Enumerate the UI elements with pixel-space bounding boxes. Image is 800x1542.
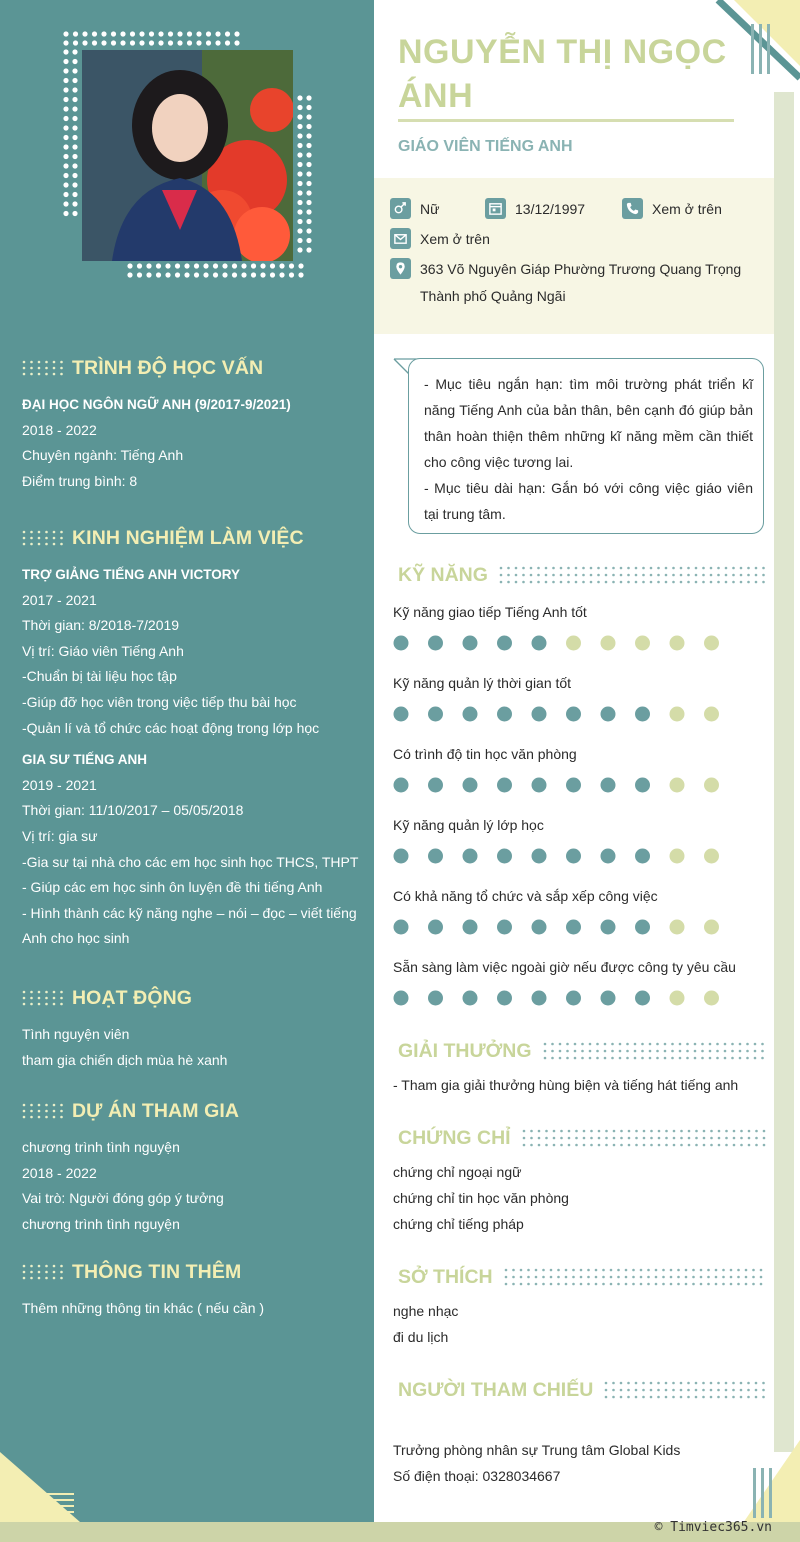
hobbies-list — [393, 1298, 458, 1350]
certificate-item: chứng chỉ tiếng pháp — [393, 1216, 524, 1232]
rating-dot-empty — [635, 636, 650, 651]
section-title: CHỨNG CHỈ — [398, 1126, 511, 1149]
rating-dot-filled — [601, 991, 616, 1006]
rating-dot-filled — [428, 636, 443, 651]
job-duty: -Chuẩn bị tài liệu học tập — [22, 668, 177, 685]
right-column — [374, 0, 800, 1542]
skill-label: Có trình độ tin học văn phòng — [393, 746, 577, 762]
edu-gpa: Điểm trung bình: 8 — [22, 472, 138, 489]
gender-icon — [390, 198, 411, 219]
calendar-icon — [485, 198, 506, 219]
rating-dot-filled — [566, 778, 581, 793]
awards-header — [398, 1036, 770, 1066]
job-period: 2017 - 2021 — [22, 591, 97, 608]
rating-dot-filled — [428, 991, 443, 1006]
skill-label: Sẵn sàng làm việc ngoài giờ nếu được công ty yêu cầu — [393, 959, 736, 975]
rating-dot-filled — [601, 849, 616, 864]
hobbies-header — [398, 1262, 770, 1292]
rating-dot-filled — [497, 636, 512, 651]
rating-dot-filled — [601, 920, 616, 935]
rating-dot-empty — [704, 920, 719, 935]
rating-dot-empty — [670, 991, 685, 1006]
certificate-item: chứng chỉ ngoại ngữ — [393, 1164, 522, 1180]
job-duty: -Gia sư tại nhà cho các em học sinh học THCS, THPT — [22, 853, 359, 870]
rating-dot-filled — [532, 707, 547, 722]
stripes-decoration — [22, 1493, 74, 1517]
job-company: TRỢ GIẢNG TIẾNG ANH VICTORY — [22, 567, 241, 582]
skill-label: Kỹ năng quản lý lớp học — [393, 817, 544, 833]
rating-dot-filled — [394, 778, 409, 793]
watermark-credit: © Timviec365.vn — [654, 1520, 772, 1535]
rating-dot-filled — [428, 920, 443, 935]
references-list — [393, 1437, 680, 1489]
address-line2-row — [420, 288, 566, 304]
rating-dot-filled — [635, 707, 650, 722]
rating-dot-filled — [497, 920, 512, 935]
section-title: TRÌNH ĐỘ HỌC VẤN — [72, 356, 264, 379]
rating-dot-empty — [601, 636, 616, 651]
rating-dot-filled — [428, 849, 443, 864]
bar-decoration — [751, 24, 754, 74]
school-name: ĐẠI HỌC NGÔN NGỮ ANH (9/2017-9/2021) — [22, 397, 291, 412]
birthday-row — [485, 198, 585, 219]
rating-dot-filled — [394, 991, 409, 1006]
bar-decoration — [767, 24, 770, 74]
address-line2: Thành phố Quảng Ngãi — [420, 288, 566, 304]
rating-dot-filled — [463, 707, 478, 722]
phone-icon — [622, 198, 643, 219]
hobby-item: nghe nhạc — [393, 1303, 459, 1319]
section-title: KỸ NĂNG — [398, 563, 488, 586]
rating-dot-filled — [463, 778, 478, 793]
job-time: Thời gian: 11/10/2017 – 05/05/2018 — [22, 802, 244, 819]
section-title: NGƯỜI THAM CHIẾU — [398, 1378, 594, 1401]
objective-bubble — [408, 358, 764, 534]
location-pin-icon — [390, 258, 411, 279]
rating-dot-filled — [566, 849, 581, 864]
rating-dot-filled — [497, 707, 512, 722]
rating-dot-filled — [601, 778, 616, 793]
skill-label: Kỹ năng quản lý thời gian tốt — [393, 675, 572, 691]
references-header — [398, 1375, 770, 1405]
dots-decoration — [22, 1102, 64, 1120]
job-position: Vị trí: Giáo viên Tiếng Anh — [22, 642, 184, 659]
rating-dot-filled — [463, 849, 478, 864]
certificates-header — [398, 1123, 770, 1153]
rating-dot-filled — [463, 991, 478, 1006]
bar-decoration — [759, 24, 762, 74]
rating-dot-filled — [566, 920, 581, 935]
activity-item: Tình nguyện viên — [22, 1026, 130, 1042]
birthday-value: 13/12/1997 — [515, 200, 586, 217]
right-border-decoration — [774, 92, 794, 1452]
skills-header — [398, 560, 770, 590]
rating-dot-filled — [463, 636, 478, 651]
address-line1: 363 Võ Nguyên Giáp Phường Trương Quang Trọng — [420, 260, 742, 277]
rating-dot-filled — [394, 920, 409, 935]
hobby-item: đi du lịch — [393, 1329, 449, 1345]
rating-dot-filled — [566, 991, 581, 1006]
rating-dot-filled — [394, 707, 409, 722]
rating-dot-filled — [463, 920, 478, 935]
bar-decoration — [761, 1468, 764, 1518]
dots-decoration — [22, 359, 64, 377]
skill-label: Kỹ năng giao tiếp Tiếng Anh tốt — [393, 604, 587, 620]
mail-icon — [390, 228, 411, 249]
section-title: DỰ ÁN THAM GIA — [72, 1099, 240, 1122]
project-desc: chương trình tình nguyện — [22, 1215, 180, 1232]
rating-dot-filled — [532, 849, 547, 864]
skill-rating — [393, 919, 733, 935]
job-period: 2019 - 2021 — [22, 776, 97, 793]
rating-dot-empty — [670, 849, 685, 864]
section-title: SỞ THÍCH — [398, 1265, 493, 1288]
address-row — [390, 258, 741, 279]
bar-decoration — [769, 1468, 772, 1518]
reference-item: Trưởng phòng nhân sự Trung tâm Global Kids — [393, 1442, 681, 1458]
dots-decoration — [603, 1379, 770, 1401]
certificate-item: chứng chỉ tin học văn phòng — [393, 1190, 569, 1206]
rating-dot-filled — [566, 707, 581, 722]
dots-decoration — [503, 1266, 770, 1288]
rating-dot-empty — [704, 849, 719, 864]
rating-dot-filled — [394, 636, 409, 651]
email-row — [390, 228, 490, 249]
rating-dot-filled — [428, 778, 443, 793]
project-role: Vai trò: Người đóng góp ý tưởng — [22, 1190, 224, 1207]
job-company: GIA SƯ TIẾNG ANH — [22, 752, 147, 768]
rating-dot-filled — [532, 991, 547, 1006]
job-title: GIÁO VIÊN TIẾNG ANH — [398, 138, 573, 155]
rating-dot-empty — [704, 707, 719, 722]
gender-row — [390, 198, 439, 219]
extra-section — [22, 1258, 367, 1322]
rating-dot-empty — [704, 778, 719, 793]
rating-dot-filled — [497, 991, 512, 1006]
education-section — [22, 354, 367, 494]
rating-dot-filled — [635, 849, 650, 864]
rating-dot-empty — [670, 778, 685, 793]
rating-dot-empty — [670, 707, 685, 722]
extra-text: Thêm những thông tin khác ( nếu cần ) — [22, 1300, 265, 1316]
skill-rating — [393, 848, 733, 864]
rating-dot-filled — [635, 991, 650, 1006]
rating-dot-empty — [670, 636, 685, 651]
rating-dot-empty — [704, 991, 719, 1006]
rating-dot-filled — [532, 778, 547, 793]
job-position: Vị trí: gia sư — [22, 827, 98, 844]
rating-dot-empty — [566, 636, 581, 651]
rating-dot-filled — [497, 778, 512, 793]
rating-dot-filled — [532, 636, 547, 651]
avatar — [82, 50, 293, 261]
skill-rating — [393, 990, 733, 1006]
section-title: HOẠT ĐỘNG — [72, 986, 193, 1009]
skill-rating — [393, 777, 733, 793]
dots-decoration — [22, 1263, 64, 1281]
bar-decoration — [753, 1468, 756, 1518]
edu-period: 2018 - 2022 — [22, 421, 97, 438]
section-title: KINH NGHIỆM LÀM VIỆC — [72, 526, 304, 549]
job-duty: - Giúp các em học sinh ôn luyện đề thi tiếng Anh — [22, 879, 323, 896]
rating-dot-filled — [635, 778, 650, 793]
objective-short-term: - Mục tiêu ngắn hạn: tìm môi trường phát triển kĩ năng Tiếng Anh của bản thân, bên cạnh đó giúp bản thân hoàn thiện thêm những kĩ năng mềm cần thiết cho công việc tương lai. — [424, 376, 753, 470]
award-text: - Tham gia giải thưởng hùng biện và tiếng hát tiếng anh — [393, 1077, 739, 1093]
email-value: Xem ở trên — [420, 230, 490, 247]
rating-dot-filled — [394, 849, 409, 864]
rating-dot-filled — [497, 849, 512, 864]
job-time: Thời gian: 8/2018-7/2019 — [22, 617, 180, 634]
dots-decoration — [542, 1040, 770, 1062]
phone-value: Xem ở trên — [652, 200, 722, 217]
rating-dot-empty — [704, 636, 719, 651]
dots-decoration — [22, 989, 64, 1007]
rating-dot-filled — [635, 920, 650, 935]
skill-rating — [393, 635, 733, 651]
phone-row — [622, 198, 722, 219]
contact-info — [374, 178, 774, 334]
certificates-list — [393, 1159, 569, 1237]
rating-dot-empty — [670, 920, 685, 935]
skill-rating — [393, 706, 733, 722]
skill-label: Có khả năng tổ chức và sắp xếp công việc — [393, 888, 658, 904]
project-name: chương trình tình nguyện — [22, 1139, 180, 1155]
edu-major: Chuyên ngành: Tiếng Anh — [22, 447, 184, 464]
job-duty: -Quản lí và tổ chức các hoạt động trong lớp học — [22, 719, 320, 736]
section-title: THÔNG TIN THÊM — [72, 1260, 242, 1283]
gender-value: Nữ — [420, 200, 440, 217]
projects-section — [22, 1097, 367, 1237]
objective-long-term: - Mục tiêu dài hạn: Gắn bó với công việc giáo viên tại trung tâm. — [424, 480, 753, 522]
dots-decoration — [22, 529, 64, 547]
dots-decoration — [498, 564, 770, 586]
activities-section — [22, 984, 367, 1073]
project-period: 2018 - 2022 — [22, 1164, 97, 1181]
rating-dot-filled — [532, 920, 547, 935]
experience-section — [22, 524, 367, 952]
candidate-name: NGUYỄN THỊ NGỌC ÁNH — [398, 33, 727, 115]
reference-item: Số điện thoại: 0328034667 — [393, 1468, 561, 1484]
job-duty: - Hình thành các kỹ năng nghe – nói – đọc – viết tiếng — [22, 904, 357, 921]
section-title: GIẢI THƯỞNG — [398, 1039, 532, 1062]
rating-dot-filled — [428, 707, 443, 722]
job-duty: -Giúp đỡ học viên trong việc tiếp thu bài học — [22, 693, 297, 710]
left-column — [0, 0, 374, 1522]
job-duty: Anh cho học sinh — [22, 930, 130, 947]
rating-dot-filled — [601, 707, 616, 722]
activity-item: tham gia chiến dịch mùa hè xanh — [22, 1051, 228, 1068]
dots-decoration — [521, 1127, 770, 1149]
divider — [398, 119, 734, 122]
